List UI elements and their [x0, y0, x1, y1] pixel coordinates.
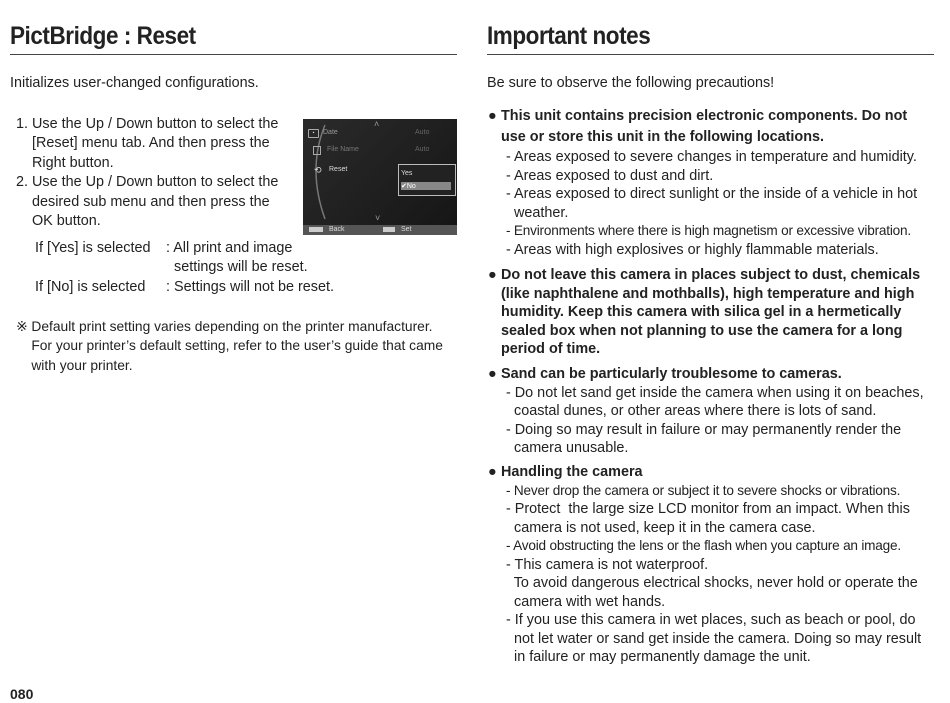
- option-yes: Yes: [401, 170, 413, 177]
- date-icon: ▪: [308, 129, 319, 138]
- page-number: 080: [10, 686, 34, 702]
- list-item: - Protect the large size LCD monitor from an impact. When this camera is not used, keep it in the camera case.: [506, 501, 910, 536]
- list-item: - Environments where there is high magnetism or excessive vibration.: [506, 223, 911, 238]
- section-heading: Do not leave this camera in places subject to dust, chemicals (like naphthalene and mothballs), high temperature and high humidity. Keep this camera with silica gel in a hermetically sealed box when not planning to use the camera for a long period of time.: [501, 267, 921, 357]
- left-title-rule: [10, 54, 457, 55]
- bullet-icon: ●: [488, 267, 497, 283]
- file-icon: [313, 146, 321, 155]
- section-handling: [488, 463, 922, 667]
- right-title-rule: [487, 54, 934, 55]
- list-item: - Do not let sand get inside the camera when using it on beaches, coastal dunes, or other areas where there is lots of sand.: [506, 384, 924, 419]
- no-description: : Settings will not be reset.: [166, 279, 334, 295]
- no-label: If [No] is selected: [35, 279, 146, 295]
- section-heading: Sand can be particularly troublesome to cameras.: [501, 366, 842, 382]
- yes-label: If [Yes] is selected: [35, 240, 151, 256]
- set-label: Set: [401, 226, 412, 233]
- bullet-icon: ●: [488, 108, 497, 124]
- list-item: - If you use this camera in wet places, such as beach or pool, do not let water or sand get inside the camera. Doing so may result in failure or may permanently damage the unit.: [506, 612, 922, 665]
- list-item: - Areas exposed to dust and dirt.: [506, 167, 714, 184]
- menu-date-label: Date: [323, 129, 338, 136]
- reset-steps: 1. Use the Up / Down button to select the [Reset] menu tab. And then press the Right button. 2. Use the Up / Down button to select the desired sub menu and then press the OK button.: [16, 116, 279, 230]
- menu-date-value: Auto: [415, 129, 430, 136]
- reset-intro: Initializes user-changed configurations.: [10, 75, 259, 91]
- option-no: ✔No: [401, 182, 451, 190]
- bullet-icon: ●: [488, 464, 497, 480]
- down-arrow-icon: ˅: [375, 213, 381, 223]
- section-electronic-components: [488, 106, 908, 148]
- menu-filename-label: File Name: [327, 146, 359, 153]
- list-item: - Avoid obstructing the lens or the flash when you capture an image.: [506, 538, 901, 553]
- precautions-intro: Be sure to observe the following precautions!: [487, 75, 775, 91]
- menu-reset-label: Reset: [329, 166, 348, 173]
- section-electronic-list: [501, 148, 917, 259]
- list-item: - Areas exposed to severe changes in temperature and humidity.: [506, 149, 917, 165]
- list-item: - This camera is not waterproof. To avoid dangerous electrical shocks, never hold or operate the camera with wet hands.: [506, 556, 918, 610]
- back-label: Back: [329, 226, 345, 233]
- list-item: - Doing so may result in failure or may permanently render the camera unusable.: [506, 421, 902, 456]
- section-heading: This unit contains precision electronic components. Do not use or store this unit in the following locations.: [501, 108, 908, 145]
- section-storage: [488, 266, 921, 359]
- camera-screen-illustration: [303, 119, 457, 235]
- list-item: - Never drop the camera or subject it to severe shocks or vibrations.: [506, 482, 901, 498]
- screen-bottom-bar: [303, 225, 457, 235]
- list-item: - Areas exposed to direct sunlight or the inside of a vehicle in hot weather.: [506, 186, 918, 221]
- reset-options-popup: [398, 164, 456, 196]
- menu-filename-value: Auto: [415, 146, 430, 153]
- right-page-title: Important notes: [487, 22, 651, 50]
- printer-note: ※ Default print setting varies depending on the printer manufacturer. For your printer’s default setting, refer to the user’s guide that came with your printer.: [16, 319, 443, 373]
- ok-button-icon: [383, 227, 395, 232]
- up-arrow-icon: ˄: [374, 119, 380, 129]
- left-page-title: PictBridge : Reset: [10, 22, 196, 50]
- section-sand: [488, 365, 924, 458]
- menu-button-icon: [309, 227, 323, 232]
- section-heading: Handling the camera: [501, 464, 643, 480]
- bullet-icon: ●: [488, 366, 497, 382]
- yes-description: : All print and image settings will be reset.: [166, 240, 308, 276]
- reset-icon: ⟲: [314, 165, 322, 175]
- list-item: - Areas with high explosives or highly flammable materials.: [506, 241, 879, 258]
